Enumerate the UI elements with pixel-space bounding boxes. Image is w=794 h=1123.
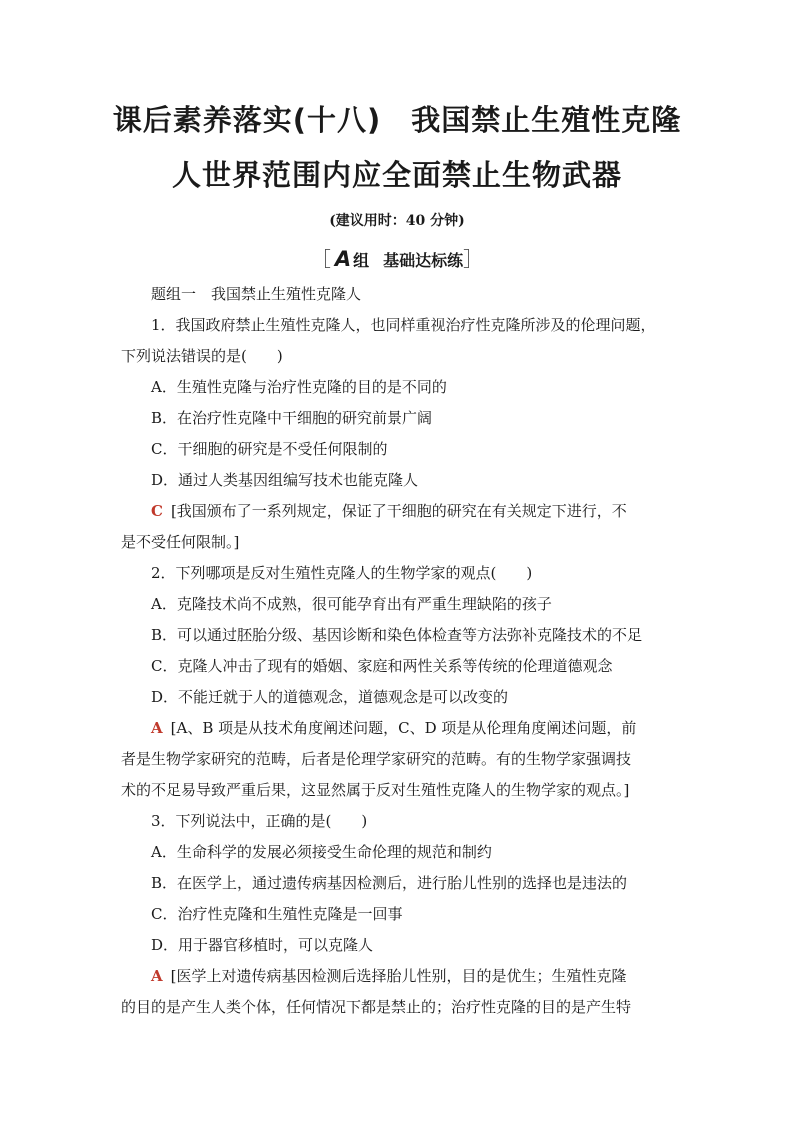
q3-option-c: C．治疗性克隆和生殖性克隆是一回事: [151, 905, 403, 923]
right-bracket-icon: ］: [463, 247, 484, 271]
q3-explanation-line-2: 的目的是产生人类个体，任何情况下都是禁止的；治疗性克隆的目的是产生特: [121, 998, 632, 1016]
group-heading: [0, 243, 794, 272]
q2-option-d: D．不能迁就于人的道德观念，道德观念是可以改变的: [151, 688, 509, 706]
left-bracket-icon: ［: [310, 247, 331, 271]
suggested-time: (建议用时：40 分钟): [329, 213, 465, 229]
q2-option-c: C．克隆人冲击了现有的婚姻、家庭和两性关系等传统的伦理道德观念: [151, 657, 613, 675]
page-title-line-2: 人世界范围内应全面禁止生物武器: [171, 158, 622, 192]
q1-explanation-line-1: [151, 501, 677, 521]
q2-answer: A: [151, 719, 163, 737]
group-name: 基础达标练: [383, 251, 464, 270]
q1-stem-line-2: 下列说法错误的是( ): [121, 347, 283, 365]
q1-explanation-line-2: 是不受任何限制。]: [121, 533, 240, 551]
q3-stem: 3．下列说法中，正确的是( ): [151, 812, 368, 830]
q3-option-d: D．用于器官移植时，可以克隆人: [151, 936, 374, 954]
q3-explanation-line-1: [151, 966, 677, 986]
q3-option-b: B．在医学上，通过遗传病基因检测后，进行胎儿性别的选择也是违法的: [151, 874, 628, 892]
q1-option-c: C．干细胞的研究是不受任何限制的: [151, 440, 388, 458]
q2-stem: 2．下列哪项是反对生殖性克隆人的生物学家的观点( ): [151, 564, 533, 582]
q2-option-a: A．克隆技术尚不成熟，很可能孕育出有严重生理缺陷的孩子: [151, 595, 552, 613]
q1-stem-line-1: 1．我国政府禁止生殖性克隆人，也同样重视治疗性克隆所涉及的伦理问题，: [151, 316, 656, 334]
q1-explanation-text-1: [我国颁布了一系列规定，保证了干细胞的研究在有关规定下进行，不: [170, 502, 627, 520]
page-title-line-1: 课后素养落实(十八) 我国禁止生殖性克隆: [112, 103, 682, 137]
q1-answer: C: [151, 502, 163, 520]
q2-explanation-line-1: [151, 718, 677, 738]
q2-explanation-line-3: 术的不足易导致严重后果，这显然属于反对生殖性克隆人的生物学家的观点。]: [121, 781, 630, 799]
q3-option-a: A．生命科学的发展必须接受生命伦理的规范和制约: [151, 843, 492, 861]
group-label: 组: [353, 251, 370, 270]
q2-option-b: B．可以通过胚胎分级、基因诊断和染色体检查等方法弥补克隆技术的不足: [151, 626, 643, 644]
q3-explanation-text-1: [医学上对遗传病基因检测后选择胎儿性别，目的是优生；生殖性克隆: [170, 967, 627, 985]
group-letter: A: [334, 247, 352, 271]
topic-heading: 题组一 我国禁止生殖性克隆人: [151, 285, 362, 303]
q1-option-a: A．生殖性克隆与治疗性克隆的目的是不同的: [151, 378, 447, 396]
q2-explanation-text-1: [A、B 项是从技术角度阐述问题，C、D 项是从伦理角度阐述问题，前: [170, 719, 637, 737]
q2-explanation-line-2: 者是生物学家研究的范畴，后者是伦理学家研究的范畴。有的生物学家强调技: [121, 750, 632, 768]
q1-option-d: D．通过人类基因组编写技术也能克隆人: [151, 471, 419, 489]
q3-answer: A: [151, 967, 163, 985]
q1-option-b: B．在治疗性克隆中干细胞的研究前景广阔: [151, 409, 433, 427]
